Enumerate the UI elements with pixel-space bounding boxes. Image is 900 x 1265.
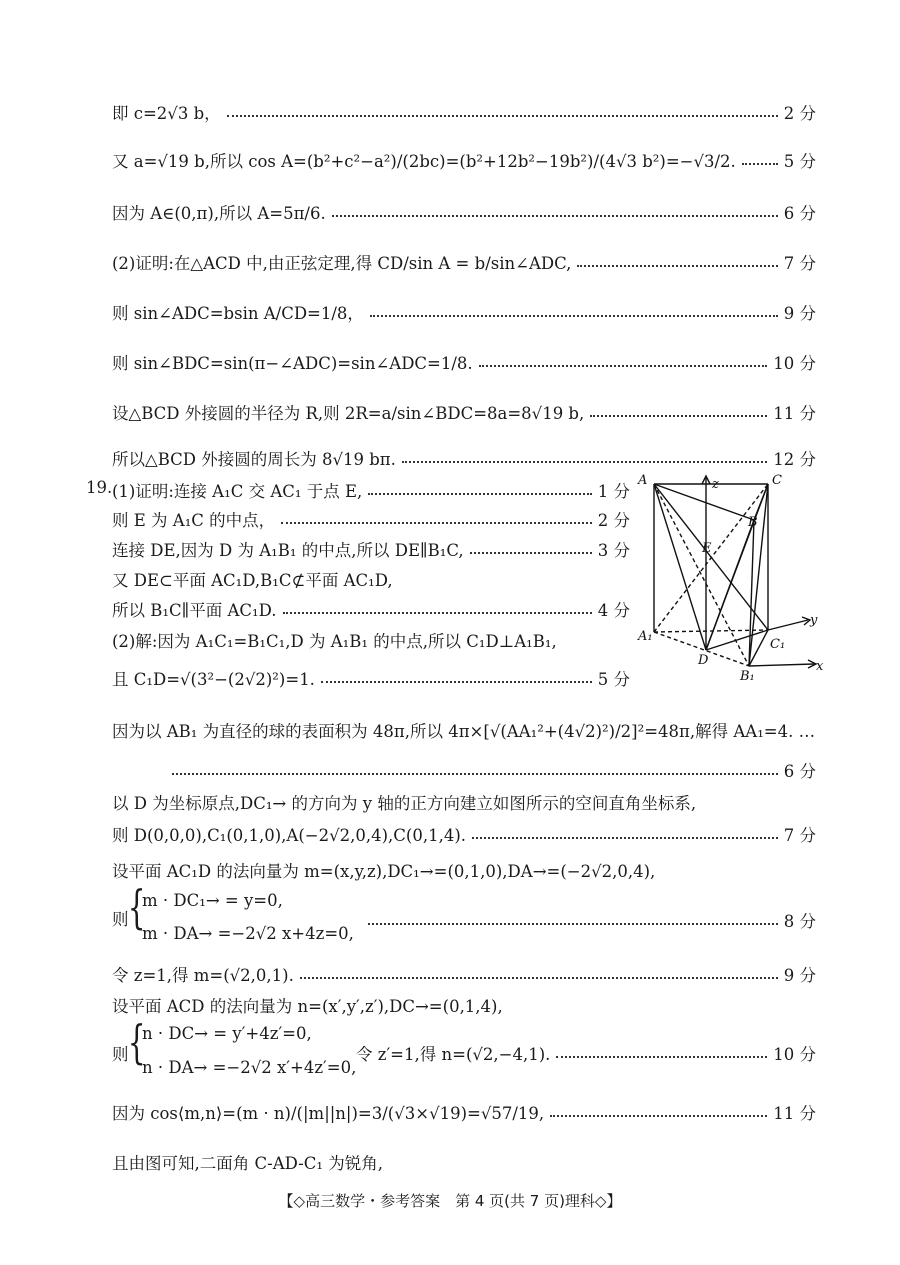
score-label: 2 分 <box>597 511 630 530</box>
score-label: 9 分 <box>783 304 816 323</box>
answer-line-3 <box>112 200 816 224</box>
answer-text: 则 E 为 A₁C 的中点， <box>112 511 276 530</box>
q19-line-13 <box>112 993 816 1017</box>
system-row: n · DC→ = y′+4z′=0, <box>142 1024 312 1043</box>
answer-line-2 <box>112 148 816 172</box>
score-label: 3 分 <box>597 541 630 560</box>
leader-dots <box>577 263 777 267</box>
score-label: 2 分 <box>783 104 816 123</box>
leader-dots <box>300 975 778 979</box>
leader-dots <box>227 113 778 117</box>
answer-text: (2)解:因为 A₁C₁=B₁C₁,D 为 A₁B₁ 的中点,所以 C₁D⊥A₁B₁, <box>112 632 557 651</box>
q19-line-4 <box>112 567 630 591</box>
answer-text: 以 D 为坐标原点,DC₁→ 的方向为 y 轴的正方向建立如图所示的空间直角坐标系, <box>112 794 697 813</box>
answer-text: 因为 cos⟨m,n⟩=(m · n)/(|m||n|)=3/(√3×√19)=√57/19, <box>112 1104 545 1123</box>
label-z: z <box>712 477 719 492</box>
q19-line-8 <box>112 718 816 742</box>
q19-line-6 <box>112 628 630 652</box>
leader-dots <box>472 835 778 839</box>
prism-figure <box>636 470 826 685</box>
answer-text: 所以△BCD 外接圆的周长为 8√19 bπ. <box>112 450 396 469</box>
question-number: 19. <box>86 478 113 497</box>
leader-dots <box>470 550 592 554</box>
leader-dots <box>172 771 778 775</box>
label-y: y <box>810 613 818 628</box>
score-label: 11 分 <box>773 404 816 423</box>
answer-line-7 <box>112 400 816 424</box>
label-C: C <box>772 473 782 488</box>
label-E: E <box>702 541 712 556</box>
answer-text: 设平面 ACD 的法向量为 n=(x′,y′,z′),DC→=(0,1,4), <box>112 997 503 1016</box>
answer-text: 设△BCD 外接圆的半径为 R,则 2R=a/sin∠BDC=8a=8√19 b, <box>112 404 585 423</box>
leader-dots <box>370 313 778 317</box>
score-label: 7 分 <box>783 254 816 273</box>
answer-text: 又 a=√19 b,所以 cos A=(b²+c²−a²)/(2bc)=(b²+12b²−19b²)/(4√3 b²)=−√3/2. <box>112 152 736 171</box>
answer-text: 因为 A∈(0,π),所以 A=5π/6. <box>112 204 326 223</box>
answer-text: 又 DE⊂平面 AC₁D,B₁C⊄平面 AC₁D, <box>112 571 393 590</box>
score-label: 10 分 <box>773 354 816 373</box>
score-label: 11 分 <box>773 1104 816 1123</box>
score-label: 12 分 <box>773 450 816 469</box>
q19-line-5 <box>112 597 630 621</box>
label-C1: C₁ <box>770 637 786 652</box>
q19-line-7 <box>112 666 630 690</box>
label-B: B <box>748 515 758 530</box>
score-label: 6 分 <box>783 204 816 223</box>
q19-line-12 <box>112 962 816 986</box>
system-row: n · DA→ =−2√2 x′+4z′=0, <box>142 1058 357 1077</box>
system-prefix: 则 <box>112 1045 129 1064</box>
q19-line-15 <box>112 1150 816 1174</box>
label-B1: B₁ <box>740 669 755 684</box>
leader-dots <box>321 679 592 683</box>
answer-text: 则 D(0,0,0),C₁(0,1,0),A(−2√2,0,4),C(0,1,4). <box>112 826 467 845</box>
leader-dots <box>556 1054 767 1058</box>
answer-text: 则 sin∠ADC=bsin A/CD=1/8， <box>112 304 364 323</box>
q19-line-14 <box>112 1100 816 1124</box>
leader-dots <box>368 921 778 925</box>
score-label: 1 分 <box>597 482 630 501</box>
label-A: A <box>638 473 648 488</box>
leader-dots <box>402 459 767 463</box>
score-label: 6 分 <box>783 762 816 781</box>
q19-line-8-cont <box>112 758 816 782</box>
label-x: x <box>816 659 824 674</box>
left-brace-icon: { <box>127 880 146 934</box>
score-label: 8 分 <box>783 912 816 931</box>
leader-dots <box>332 213 778 217</box>
q19-line-9 <box>112 790 816 814</box>
q19-line-2 <box>112 507 630 531</box>
score-label: 5 分 <box>597 670 630 689</box>
label-D: D <box>698 653 709 668</box>
answer-text: 因为以 AB₁ 为直径的球的表面积为 48π,所以 4π×[√(AA₁²+(4√2)²)/2]²=48π,解得 AA₁=4. … <box>112 722 816 741</box>
answer-line-8 <box>112 446 816 470</box>
answer-text: 即 c=2√3 b， <box>112 104 221 123</box>
answer-text: 设平面 AC₁D 的法向量为 m=(x,y,z),DC₁→=(0,1,0),DA→=(−2√2,0,4), <box>112 862 656 881</box>
score-label: 10 分 <box>773 1045 816 1064</box>
q19-line-3 <box>112 537 630 561</box>
score-label: 5 分 <box>783 152 816 171</box>
score-label: 7 分 <box>783 826 816 845</box>
leader-dots <box>742 161 778 165</box>
q19-line-1 <box>112 478 630 502</box>
answer-text: 且 C₁D=√(3²−(2√2)²)=1. <box>112 670 315 689</box>
answer-text: 令 z′=1,得 n=(√2,−4,1). <box>356 1045 551 1064</box>
answer-text: (2)证明:在△ACD 中,由正弦定理,得 CD/sin A = b/sin∠ADC, <box>112 254 572 273</box>
score-label: 4 分 <box>597 601 630 620</box>
leader-dots <box>283 610 592 614</box>
leader-dots <box>281 520 592 524</box>
answer-text: 且由图可知,二面角 C-AD-C₁ 为锐角, <box>112 1154 383 1173</box>
answer-line-6 <box>112 350 816 374</box>
answer-text: 连接 DE,因为 D 为 A₁B₁ 的中点,所以 DE∥B₁C, <box>112 541 464 560</box>
leader-dots <box>368 491 591 495</box>
system-prefix: 则 <box>112 910 129 929</box>
score-label: 9 分 <box>783 966 816 985</box>
leader-dots <box>590 413 767 417</box>
label-A1: A₁ <box>638 629 653 644</box>
system-score-line <box>362 908 816 932</box>
system-row: m · DA→ =−2√2 x+4z=0, <box>142 924 354 943</box>
answer-text: 所以 B₁C∥平面 AC₁D. <box>112 601 277 620</box>
answer-line-5 <box>112 300 816 324</box>
page-footer: 【◇高三数学・参考答案 第 4 页(共 7 页)理科◇】 <box>278 1192 622 1210</box>
left-brace-icon: { <box>127 1015 146 1069</box>
q19-line-11 <box>112 858 816 882</box>
leader-dots <box>479 363 768 367</box>
answer-text: 令 z=1,得 m=(√2,0,1). <box>112 966 294 985</box>
system-score-line <box>356 1041 816 1065</box>
system-row: m · DC₁→ = y=0, <box>142 891 283 910</box>
answer-text: 则 sin∠BDC=sin(π−∠ADC)=sin∠ADC=1/8. <box>112 354 473 373</box>
answer-line-1 <box>112 100 816 124</box>
answer-line-4 <box>112 250 816 274</box>
answer-text: (1)证明:连接 A₁C 交 AC₁ 于点 E, <box>112 482 363 501</box>
q19-line-10 <box>112 822 816 846</box>
leader-dots <box>550 1113 767 1117</box>
